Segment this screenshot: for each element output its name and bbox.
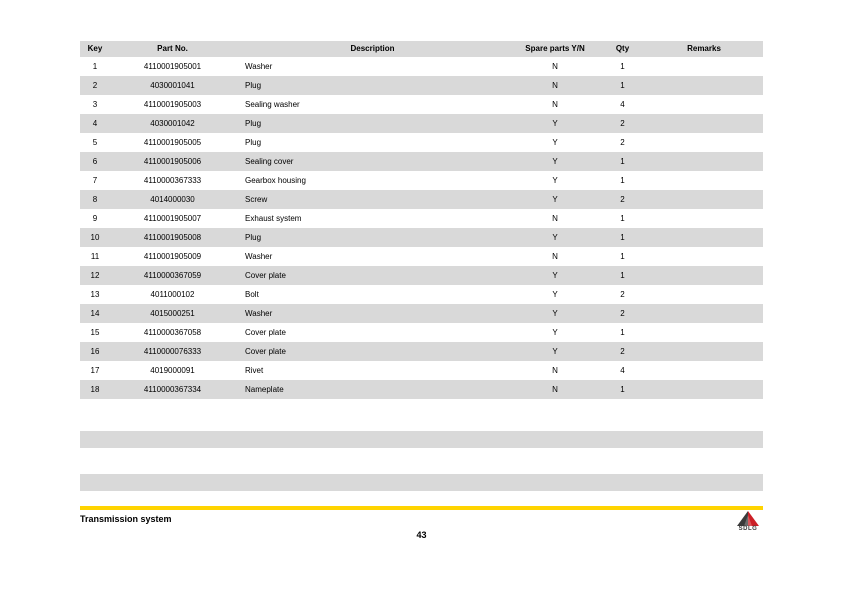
cell-qty: 1 [620, 327, 625, 337]
cell-remarks [645, 171, 763, 190]
cell-part-no: 4015000251 [110, 304, 235, 323]
cell-qty: 1 [600, 152, 645, 171]
header-qty: Qty [600, 41, 645, 57]
cell-qty: 4 [620, 365, 625, 375]
header-description: Description [235, 41, 510, 57]
cell-description: Plug [235, 228, 510, 247]
cell-qty: 2 [620, 289, 625, 299]
cell-key: 11 [90, 251, 100, 261]
cell-spare: N [510, 380, 600, 399]
cell-description: Cover plate [235, 342, 510, 361]
cell-part-no: 4110001905006 [110, 152, 235, 171]
cell-remarks [645, 342, 763, 361]
cell-spare: N [510, 76, 600, 95]
cell-remarks [645, 361, 763, 380]
cell-key: 6 [80, 152, 110, 171]
cell-spare: Y [552, 175, 558, 185]
cell-part-no: 4110001905009 [143, 251, 202, 261]
cell-description: Washer [245, 251, 273, 261]
cell-spare: N [552, 99, 558, 109]
cell-spare: Y [510, 228, 600, 247]
header-spare: Spare parts Y/N [510, 41, 600, 57]
cell-part-no: 4110000076333 [110, 342, 235, 361]
cell-key: 2 [80, 76, 110, 95]
cell-key: 4 [80, 114, 110, 133]
cell-qty: 1 [620, 61, 625, 71]
cell-key: 13 [90, 289, 100, 299]
table-row [80, 285, 763, 304]
cell-spare: N [552, 251, 558, 261]
table-row [80, 342, 763, 361]
cell-description: Exhaust system [245, 213, 302, 223]
table-row [80, 133, 763, 152]
brand-logo [733, 511, 763, 537]
cell-spare: N [552, 365, 558, 375]
cell-qty: 2 [600, 342, 645, 361]
cell-part-no: 4014000030 [110, 190, 235, 209]
cell-spare: Y [510, 304, 600, 323]
cell-spare: Y [510, 342, 600, 361]
table-row [80, 76, 763, 95]
cell-key: 18 [80, 380, 110, 399]
cell-remarks [645, 57, 763, 76]
cell-remarks [645, 323, 763, 342]
cell-key: 1 [92, 61, 98, 71]
header-key: Key [80, 41, 110, 57]
cell-spare: Y [552, 289, 558, 299]
cell-remarks [645, 380, 763, 399]
cell-part-no: 4110000367334 [110, 380, 235, 399]
cell-part-no: 4110000367058 [143, 327, 202, 337]
cell-spare: Y [510, 190, 600, 209]
cell-remarks [645, 76, 763, 95]
logo-triangle-icon [737, 511, 759, 526]
cell-qty: 2 [620, 137, 625, 147]
cell-spare: Y [552, 137, 558, 147]
cell-description: Plug [235, 114, 510, 133]
cell-remarks [645, 114, 763, 133]
header-remarks: Remarks [645, 41, 763, 57]
cell-remarks [645, 247, 763, 266]
cell-key: 14 [80, 304, 110, 323]
footer-rule [80, 506, 763, 510]
parts-table [80, 41, 763, 399]
cell-description: Washer [245, 61, 273, 71]
cell-remarks [645, 190, 763, 209]
cell-description: Plug [245, 137, 262, 147]
table-header-row [80, 41, 763, 57]
table-row [80, 304, 763, 323]
table-row [80, 228, 763, 247]
cell-description: Cover plate [235, 266, 510, 285]
cell-key: 16 [80, 342, 110, 361]
table-row [80, 95, 763, 114]
cell-part-no: 4110000367059 [110, 266, 235, 285]
cell-part-no: 4110001905003 [143, 99, 202, 109]
cell-key: 12 [80, 266, 110, 285]
cell-description: Nameplate [235, 380, 510, 399]
table-row [80, 171, 763, 190]
cell-remarks [645, 266, 763, 285]
cell-remarks [645, 228, 763, 247]
cell-description: Cover plate [245, 327, 286, 337]
table-row [80, 266, 763, 285]
empty-row-bar [80, 474, 763, 491]
header-part-no: Part No. [110, 41, 235, 57]
cell-description: Sealing cover [235, 152, 510, 171]
table-row [80, 114, 763, 133]
cell-part-no: 4110001905008 [110, 228, 235, 247]
cell-part-no: 4019000091 [150, 365, 195, 375]
table-row [80, 57, 763, 76]
cell-description: Bolt [245, 289, 259, 299]
table-row [80, 209, 763, 228]
cell-part-no: 4030001041 [110, 76, 235, 95]
cell-qty: 2 [600, 190, 645, 209]
cell-spare: Y [510, 152, 600, 171]
cell-remarks [645, 152, 763, 171]
cell-key: 3 [92, 99, 98, 109]
cell-part-no: 4110001905005 [143, 137, 202, 147]
cell-remarks [645, 304, 763, 323]
table-row [80, 152, 763, 171]
cell-qty: 2 [600, 114, 645, 133]
page-number: 43 [416, 530, 427, 540]
cell-qty: 1 [600, 228, 645, 247]
cell-qty: 2 [600, 304, 645, 323]
table-row [80, 323, 763, 342]
table-body [80, 57, 763, 399]
cell-spare: N [552, 61, 558, 71]
cell-qty: 1 [620, 175, 625, 185]
cell-description: Sealing washer [245, 99, 300, 109]
cell-part-no: 4110000367333 [143, 175, 202, 185]
cell-part-no: 4110001905007 [143, 213, 202, 223]
cell-qty: 1 [620, 251, 625, 261]
cell-key: 10 [80, 228, 110, 247]
cell-key: 17 [90, 365, 100, 375]
section-title: Transmission system [80, 514, 172, 524]
table-row [80, 190, 763, 209]
cell-remarks [645, 209, 763, 228]
cell-qty: 1 [600, 266, 645, 285]
table-row [80, 380, 763, 399]
cell-part-no: 4011000102 [150, 289, 195, 299]
cell-description: Washer [235, 304, 510, 323]
cell-qty: 4 [620, 99, 625, 109]
table-header [80, 41, 763, 57]
cell-remarks [645, 133, 763, 152]
cell-qty: 1 [600, 380, 645, 399]
cell-qty: 1 [620, 213, 625, 223]
cell-qty: 1 [600, 76, 645, 95]
cell-remarks [645, 285, 763, 304]
empty-row-bar [80, 431, 763, 448]
cell-key: 15 [90, 327, 100, 337]
cell-key: 5 [92, 137, 98, 147]
cell-spare: N [552, 213, 558, 223]
cell-key: 8 [80, 190, 110, 209]
cell-description: Plug [235, 76, 510, 95]
cell-key: 9 [92, 213, 98, 223]
cell-spare: Y [510, 114, 600, 133]
cell-spare: Y [510, 266, 600, 285]
cell-description: Screw [235, 190, 510, 209]
cell-part-no: 4030001042 [110, 114, 235, 133]
cell-remarks [645, 95, 763, 114]
cell-part-no: 4110001905001 [143, 61, 202, 71]
cell-key: 7 [92, 175, 98, 185]
table-row [80, 247, 763, 266]
table-row [80, 361, 763, 380]
cell-spare: Y [552, 327, 558, 337]
cell-description: Rivet [245, 365, 264, 375]
cell-description: Gearbox housing [245, 175, 306, 185]
logo-text: SDLG [738, 526, 758, 532]
